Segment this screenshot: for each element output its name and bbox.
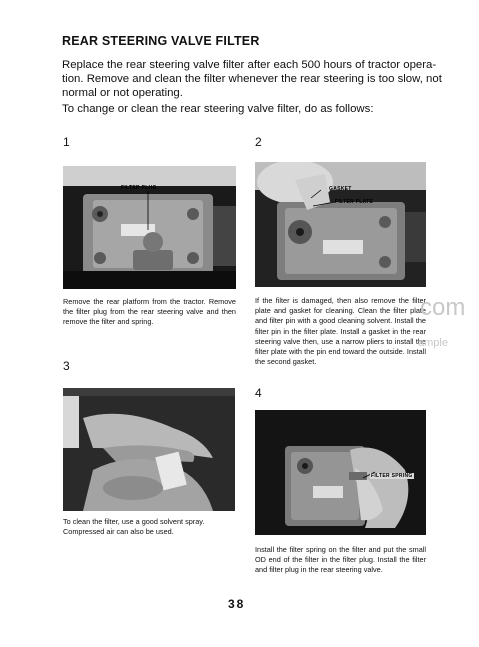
step-4-number: 4 — [255, 386, 262, 400]
step-3-number: 3 — [63, 359, 70, 373]
step-3-photo — [63, 388, 235, 511]
step-2-photo — [255, 162, 426, 287]
intro-line: normal or not operating. — [62, 87, 183, 100]
step-4-photo — [255, 410, 426, 535]
step-2-number: 2 — [255, 135, 262, 149]
filter-plug-label: FILTER PLUG — [121, 185, 157, 191]
step-4-caption: Install the filter spring on the filter and put the small OD end of the filter in the filter plug. Install the filter and filter plug in the rear steering valve. — [255, 545, 426, 575]
step-3-caption: To clean the filter, use a good solvent spray. Compressed air can also be used. — [63, 517, 205, 537]
filter-plate-label: FILTER PLATE — [335, 199, 374, 205]
intro-line: Replace the rear steering valve filter after each 500 hours of tractor opera- — [62, 59, 437, 71]
page-title: REAR STEERING VALVE FILTER — [62, 34, 260, 48]
watermark-com: com — [420, 294, 466, 321]
step-1-number: 1 — [63, 135, 70, 149]
gasket-label: GASKET — [329, 186, 352, 192]
intro-line: tion. Remove and clean the filter whenever the rear steering is too slow, not — [62, 73, 442, 86]
watermark-sample: ample — [418, 337, 448, 349]
gasket-photo-image — [255, 162, 426, 287]
intro-paragraph — [62, 58, 442, 101]
page-number: 38 — [228, 597, 246, 611]
step-1-caption: Remove the rear platform from the tractor. Remove the filter plug from the rear steering valve and then remove the filter and spring. — [63, 297, 236, 327]
step-1-photo — [63, 166, 236, 289]
hands-photo-image — [63, 388, 235, 511]
filter-spring-label: FILTER SPRING — [371, 473, 413, 479]
step-2-caption: If the filter is damaged, then also remove the filter plate and gasket for cleaning. Clean the filter plate and filter pin with a good cleaning solvent. Install the filter pin in the filter plate. Install a gasket in the rear steering valve then, use a narrow pliers to install the filter plate with the pin end toward the outside. Install the second gasket. — [255, 296, 426, 367]
instruction-text: To change or clean the rear steering valve filter, do as follows: — [62, 103, 374, 115]
